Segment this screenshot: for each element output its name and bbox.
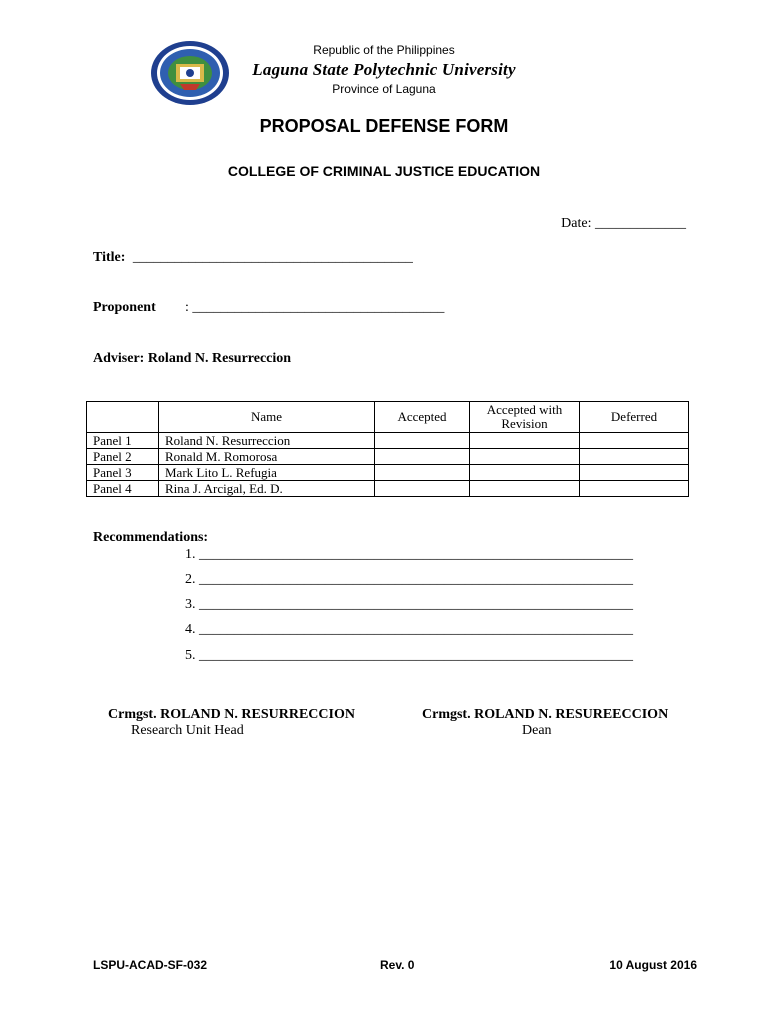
college-heading: COLLEGE OF CRIMINAL JUSTICE EDUCATION: [227, 163, 541, 179]
recommendations-label: Recommendations:: [93, 530, 209, 545]
adviser-line: Adviser: Roland N. Resurreccion: [93, 351, 292, 366]
panel-cell: Panel 1: [87, 433, 159, 449]
deferred-cell[interactable]: [580, 465, 689, 481]
accepted-cell[interactable]: [375, 449, 470, 465]
recommendation-line-3[interactable]: 3. ______________________________________________________________: [185, 597, 633, 612]
footer-date: 10 August 2016: [609, 958, 697, 972]
proponent-blank[interactable]: : ____________________________________: [185, 300, 445, 315]
deferred-cell[interactable]: [580, 481, 689, 497]
accepted-with-revision-cell[interactable]: [470, 465, 580, 481]
dean-name: Crmgst. ROLAND N. RESUREECCION: [422, 707, 669, 722]
panel-table: [86, 401, 689, 497]
university-name: Laguna State Polytechnic University: [252, 60, 516, 79]
dean-role: Dean: [522, 723, 552, 738]
header-deferred: Deferred: [580, 402, 689, 433]
table-row: [87, 465, 689, 481]
footer-revision: Rev. 0: [380, 958, 415, 972]
proponent-label: Proponent: [93, 300, 156, 315]
recommendation-line-1[interactable]: 1. ______________________________________________________________: [185, 547, 633, 562]
deferred-cell[interactable]: [580, 449, 689, 465]
form-title: PROPOSAL DEFENSE FORM: [259, 116, 509, 136]
date-label: Date:: [561, 216, 592, 231]
date-blank[interactable]: _____________: [595, 216, 686, 231]
recommendation-line-5[interactable]: 5. ______________________________________________________________: [185, 648, 633, 663]
header-panel: [87, 402, 159, 433]
accepted-with-revision-cell[interactable]: [470, 481, 580, 497]
recommendation-line-4[interactable]: 4. ______________________________________________________________: [185, 622, 633, 637]
header-accepted: Accepted: [375, 402, 470, 433]
title-label: Title:: [93, 250, 126, 265]
province-heading: Province of Laguna: [332, 82, 436, 96]
deferred-cell[interactable]: [580, 433, 689, 449]
table-header-row: [87, 402, 689, 433]
accepted-cell[interactable]: [375, 465, 470, 481]
table-row: [87, 433, 689, 449]
table-row: [87, 481, 689, 497]
panel-cell: Panel 2: [87, 449, 159, 465]
date-field[interactable]: [561, 216, 686, 232]
accepted-cell[interactable]: [375, 481, 470, 497]
footer-form-code: LSPU-ACAD-SF-032: [93, 958, 208, 972]
header-name: Name: [159, 402, 375, 433]
table-row: [87, 449, 689, 465]
accepted-cell[interactable]: [375, 433, 470, 449]
header-accepted-with-revision: Accepted with Revision: [470, 402, 580, 433]
title-blank[interactable]: ________________________________________: [132, 250, 413, 265]
panel-cell: Panel 4: [87, 481, 159, 497]
name-cell: Roland N. Resurreccion: [159, 433, 375, 449]
name-cell: Mark Lito L. Refugia: [159, 465, 375, 481]
republic-heading: Republic of the Philippines: [313, 43, 455, 57]
name-cell: Ronald M. Romorosa: [159, 449, 375, 465]
name-cell: Rina J. Arcigal, Ed. D.: [159, 481, 375, 497]
research-head-role: Research Unit Head: [131, 723, 244, 738]
accepted-with-revision-cell[interactable]: [470, 449, 580, 465]
panel-cell: Panel 3: [87, 465, 159, 481]
research-head-name: Crmgst. ROLAND N. RESURRECCION: [108, 707, 355, 722]
accepted-with-revision-cell[interactable]: [470, 433, 580, 449]
recommendation-line-2[interactable]: 2. ______________________________________________________________: [185, 572, 633, 587]
title-field[interactable]: [93, 250, 413, 266]
